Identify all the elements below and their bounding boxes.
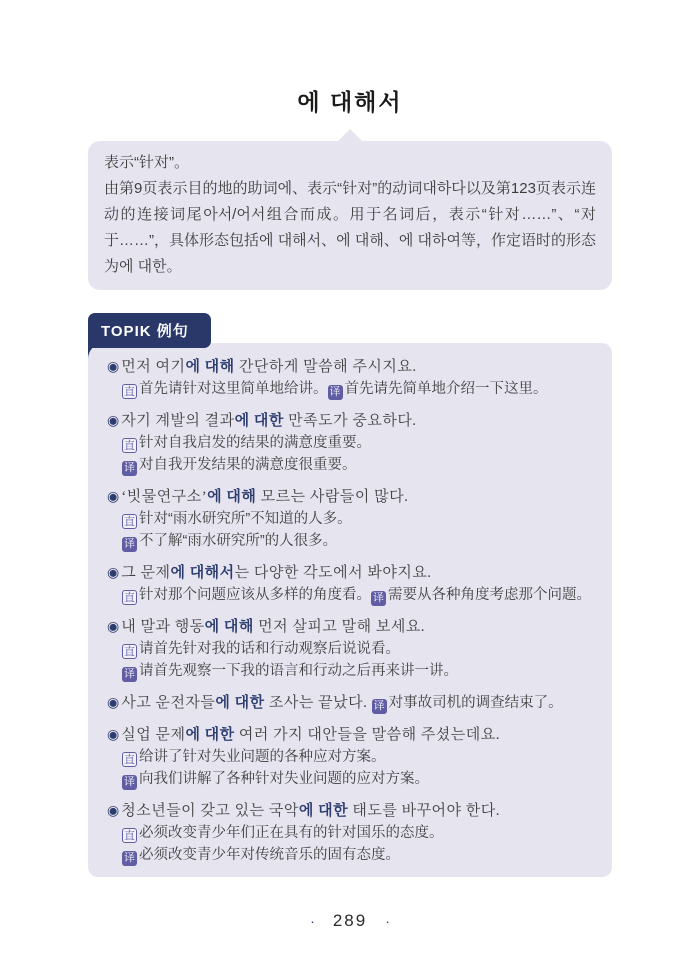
bullet-icon: ◉ <box>107 565 120 581</box>
chinese-translation: 针对自我启发的结果的满意度重要。 <box>139 435 371 451</box>
page-title: 에 대해서 <box>297 89 403 115</box>
literal-badge: 直 <box>124 754 135 766</box>
chinese-translation: 必须改变青少年对传统音乐的固有态度。 <box>139 847 400 863</box>
bullet-icon: ◉ <box>107 359 120 375</box>
korean-text: 조사는 끝났다. <box>264 695 372 711</box>
translation-line <box>122 454 598 476</box>
grammar-highlight: 에 대해서 <box>170 565 235 581</box>
korean-text: 그 문제 <box>121 565 171 581</box>
korean-text: 태도를 바꾸어야 한다. <box>348 803 501 819</box>
literal-badge: 直 <box>124 440 135 452</box>
footer-dot-right: · <box>385 913 390 929</box>
chinese-translation: 对事故司机的调查结束了。 <box>388 695 563 711</box>
free-badge: 译 <box>124 668 135 680</box>
korean-text: 먼저 살피고 말해 보세요. <box>253 619 426 635</box>
grammar-highlight: 에 대해 <box>207 489 257 505</box>
korean-sentence-line <box>107 616 598 638</box>
korean-text: 는 다양한 각도에서 봐야지요. <box>234 565 432 581</box>
translation-line <box>122 660 598 682</box>
example-item <box>107 562 598 606</box>
examples-box <box>88 343 612 877</box>
translation-line <box>122 508 598 530</box>
example-item <box>107 356 598 400</box>
free-badge: 译 <box>373 700 385 712</box>
chinese-translation: 请首先针对我的话和行动观察后说说看。 <box>139 641 400 657</box>
translation-line <box>122 638 598 660</box>
korean-text: 여러 가지 대안들을 말씀해 주셨는데요. <box>234 727 501 743</box>
bullet-icon: ◉ <box>107 489 120 505</box>
literal-badge: 直 <box>124 386 135 398</box>
example-item <box>107 616 598 682</box>
topik-header-tab: TOPIK 例句 <box>88 313 211 348</box>
example-item <box>107 410 598 476</box>
korean-text: 간단하게 말씀해 주시지요. <box>234 359 417 375</box>
literal-badge: 直 <box>124 646 135 658</box>
examples-list <box>107 356 598 866</box>
chinese-translation: 向我们讲解了各种针对失业问题的应对方案。 <box>139 771 429 787</box>
free-badge: 译 <box>124 776 135 788</box>
grammar-highlight: 에 대해 <box>204 619 254 635</box>
korean-text: 청소년들이 갖고 있는 국악 <box>121 803 299 819</box>
grammar-highlight: 에 대한 <box>215 695 265 711</box>
korean-sentence-line <box>107 800 598 822</box>
korean-text: ‘빗물연구소’ <box>121 489 208 505</box>
free-badge: 译 <box>124 462 135 474</box>
explanation-paragraph-1: 表示“针对”。 <box>104 154 189 171</box>
translation-line <box>122 768 598 790</box>
korean-text: 내 말과 행동 <box>121 619 205 635</box>
explanation-paragraph-2: 由第9页表示目的地的助词에、表示“针对”的动词대하다以及第123页表示连动的连接词尾아서/어서组合而成。用于名词后，表示“针对……”、“对于……”，具体形态包括에 대해서、에 대해、에 대하여等，作定语时的形态为에 대한。 <box>104 180 596 275</box>
free-badge: 译 <box>329 386 341 398</box>
free-badge: 译 <box>124 538 135 550</box>
korean-text: 먼저 여기 <box>121 359 186 375</box>
free-badge: 译 <box>124 852 135 864</box>
translation-line <box>122 432 598 454</box>
grammar-highlight: 에 대해 <box>185 359 235 375</box>
chinese-translation: 针对“雨水研究所”不知道的人多。 <box>139 511 352 527</box>
korean-text: 실업 문제 <box>121 727 186 743</box>
korean-sentence-line <box>107 724 598 746</box>
korean-text: 자기 계발의 결과 <box>121 413 235 429</box>
korean-text: 모르는 사람들이 많다. <box>256 489 409 505</box>
chinese-translation: 不了解“雨水研究所”的人很多。 <box>139 533 338 549</box>
bullet-icon: ◉ <box>107 727 120 743</box>
bullet-icon: ◉ <box>107 619 120 635</box>
korean-text: 사고 운전자들 <box>121 695 216 711</box>
chinese-translation: 需要从各种角度考虑那个问题。 <box>388 587 591 603</box>
korean-sentence-line <box>107 692 598 714</box>
free-badge: 译 <box>373 592 384 604</box>
literal-badge: 直 <box>124 830 135 842</box>
bullet-icon: ◉ <box>107 803 120 819</box>
chinese-translation: 针对那个问题应该从多样的角度看。 <box>139 587 371 603</box>
translation-line <box>122 378 598 400</box>
korean-sentence-line <box>107 356 598 378</box>
bullet-icon: ◉ <box>107 695 120 711</box>
korean-sentence-line <box>107 486 598 508</box>
translation-line <box>122 584 598 606</box>
page-footer <box>0 911 700 931</box>
grammar-highlight: 에 대한 <box>298 803 349 819</box>
page-number: 289 <box>332 911 368 930</box>
literal-badge: 直 <box>124 516 135 528</box>
translation-line <box>122 530 598 552</box>
chinese-translation: 首先请针对这里简单地给讲。 <box>139 381 328 397</box>
translation-line <box>122 844 598 866</box>
chinese-translation: 必须改变青少年们正在具有的针对国乐的态度。 <box>139 825 444 841</box>
bullet-icon: ◉ <box>107 413 120 429</box>
chinese-translation: 对自我开发结果的满意度很重要。 <box>139 457 357 473</box>
korean-sentence-line <box>107 562 598 584</box>
example-item <box>107 800 598 866</box>
example-item <box>107 486 598 552</box>
literal-badge: 直 <box>124 592 135 604</box>
speech-bubble-pointer-icon <box>337 129 363 142</box>
topik-examples-section <box>88 313 612 877</box>
translation-line <box>122 746 598 768</box>
grammar-explanation-box <box>88 141 612 290</box>
grammar-highlight: 에 대한 <box>234 413 284 429</box>
korean-text: 만족도가 중요하다. <box>283 413 417 429</box>
chinese-translation: 给讲了针对失业问题的各种应对方案。 <box>139 749 386 765</box>
korean-sentence-line <box>107 410 598 432</box>
translation-line <box>122 822 598 844</box>
grammar-highlight: 에 대한 <box>185 727 235 743</box>
footer-dot-left: · <box>310 913 315 929</box>
example-item <box>107 692 598 714</box>
example-item <box>107 724 598 790</box>
chinese-translation: 首先请先简单地介绍一下这里。 <box>344 381 548 397</box>
chinese-translation: 请首先观察一下我的语言和行动之后再来讲一讲。 <box>139 663 458 679</box>
